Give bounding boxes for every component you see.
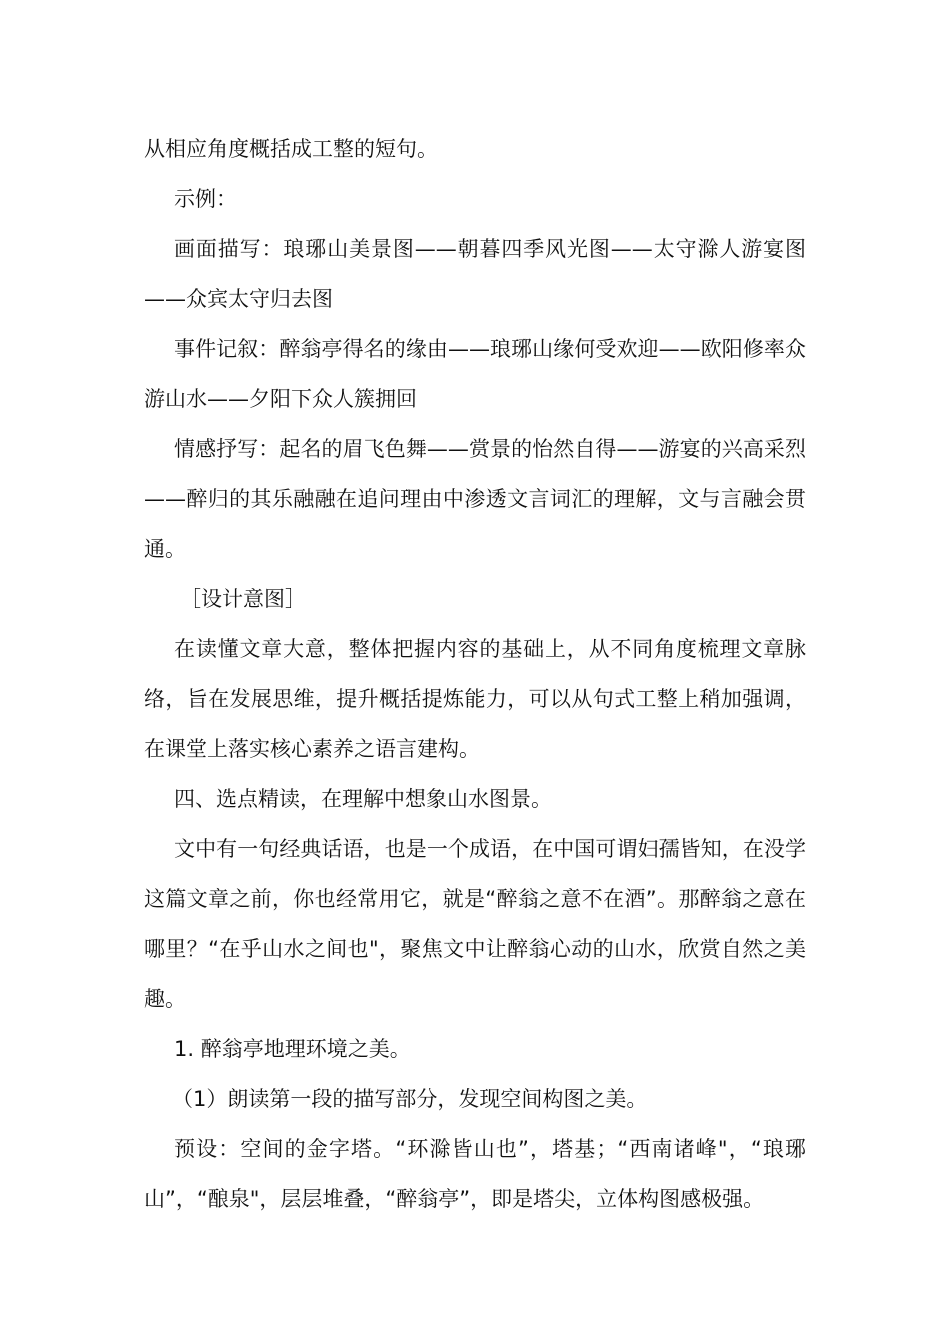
- paragraph-event-narration: 事件记叙：醉翁亭得名的缘由——琅琊山缘何受欢迎——欧阳修率众游山水——夕阳下众人簇拥回: [144, 337, 806, 411]
- section-heading-close-reading: 四、选点精读，在理解中想象山水图景。: [174, 787, 552, 811]
- paragraph-emotion-expression: 情感抒写：起名的眉飞色舞——赏景的怡然自得——游宴的兴高采烈——醉归的其乐融融在追问理由中渗透文言词汇的理解，文与言融会贯通。: [144, 437, 806, 561]
- paragraph-example-label: 示例：: [174, 187, 237, 211]
- paragraph-design-intent-body: 在读懂文章大意，整体把握内容的基础上，从不同角度梳理文章脉络，旨在发展思维，提升概括提炼能力，可以从句式工整上稍加强调，在课堂上落实核心素养之语言建构。: [144, 637, 806, 761]
- paragraph-continuation: 从相应角度概括成工整的短句。: [144, 137, 438, 161]
- paragraph-picture-description: 画面描写：琅琊山美景图——朝暮四季风光图——太守滁人游宴图——众宾太守归去图: [144, 237, 806, 311]
- paragraph-design-intent-heading: ［设计意图］: [180, 587, 306, 611]
- paragraph-preset-answer: 预设：空间的金字塔。“环滁皆山也”，塔基；“西南诸峰"，“琅琊山”，“酿泉"，层层堆叠，“醉翁亭”，即是塔尖，立体构图感极强。: [144, 1137, 806, 1211]
- subheading-reading-task: （1）朗读第一段的描写部分，发现空间构图之美。: [172, 1087, 648, 1111]
- document-body: [144, 124, 806, 1224]
- subheading-geographic-beauty: 1. 醉翁亭地理环境之美。: [174, 1037, 411, 1061]
- paragraph-idiom-intro: 文中有一句经典话语，也是一个成语，在中国可谓妇孺皆知，在没学这篇文章之前，你也经常用它，就是“醉翁之意不在酒”。那醉翁之意在哪里？“在乎山水之间也"，聚焦文中让醉翁心动的山水，欣赏自然之美趣。: [144, 837, 806, 1011]
